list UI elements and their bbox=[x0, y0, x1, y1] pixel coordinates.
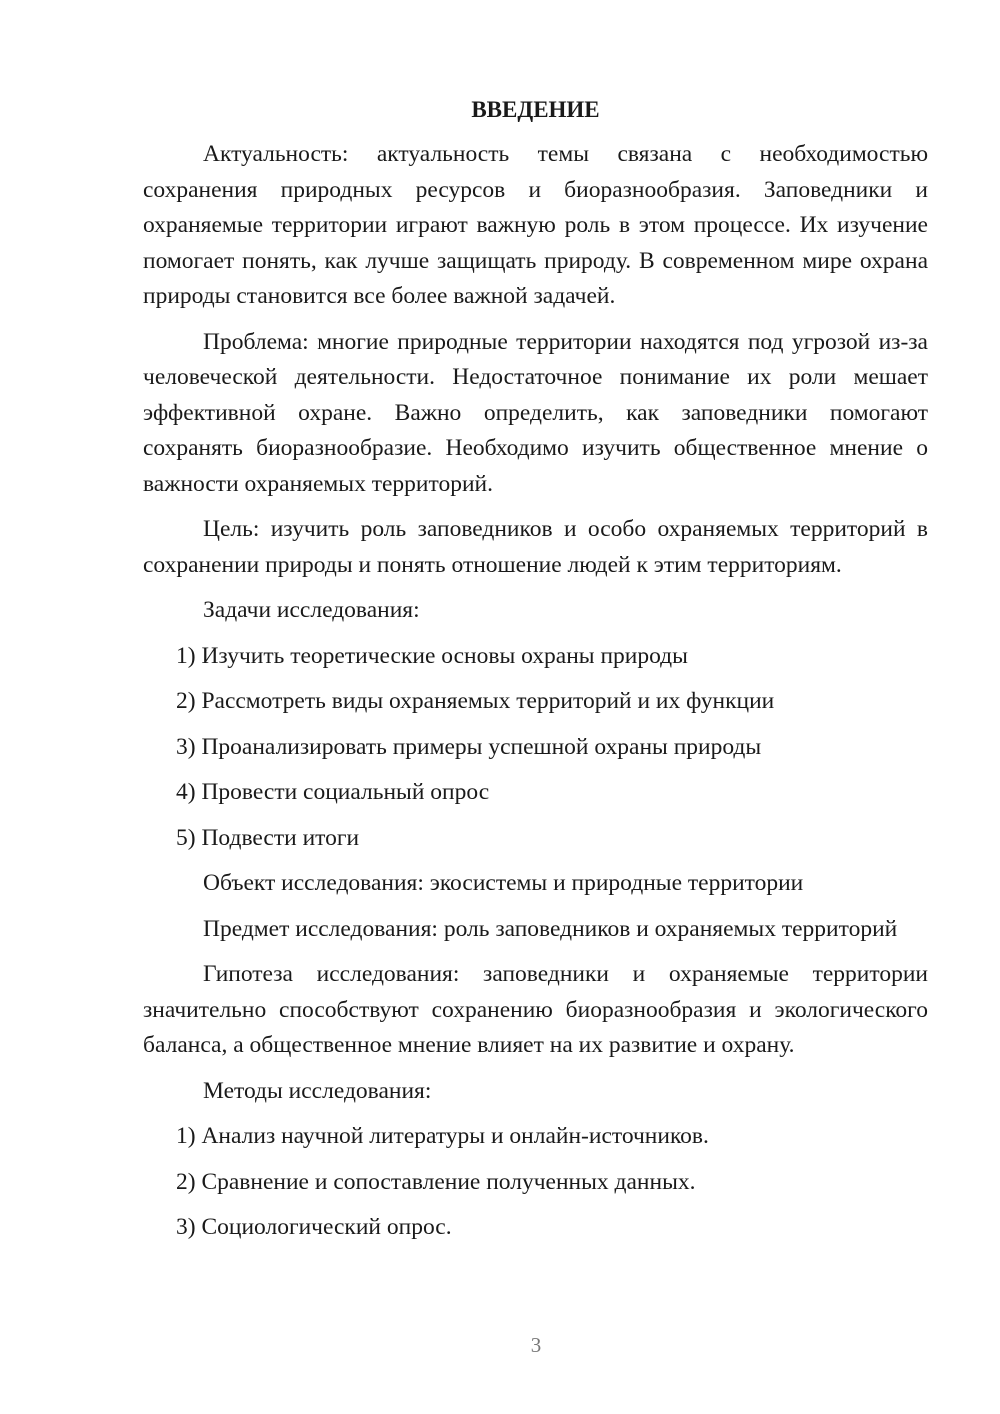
paragraph-hypothesis: Гипотеза исследования: заповедники и охраняемые территории значительно способствуют сохранению биоразнообразия и экологического баланса, а общественное мнение влияет на их развитие и охрану. bbox=[143, 961, 928, 1058]
tasks-heading: Задачи исследования: bbox=[203, 597, 420, 623]
method-item-1: 1) Анализ научной литературы и онлайн-источников. bbox=[176, 1123, 709, 1149]
section-title: ВВЕДЕНИЕ bbox=[471, 97, 600, 122]
task-item-1: 1) Изучить теоретические основы охраны природы bbox=[176, 642, 688, 669]
paragraph-problem: Проблема: многие природные территории находятся под угрозой из-за человеческой деятельности. Недостаточное понимание их роли мешает эффективной охране. Важно определить, как заповедники помогают сохранять биоразнообразие. Необходимо изучить общественное мнение о важности охраняемых территорий. bbox=[143, 328, 928, 497]
task-item-5: 5) Подвести итоги bbox=[176, 824, 360, 851]
page-content bbox=[143, 92, 928, 1256]
task-item-2: 2) Рассмотреть виды охраняемых территорий и их функции bbox=[176, 688, 775, 714]
methods-heading: Методы исследования: bbox=[203, 1077, 432, 1104]
tasks-list bbox=[143, 639, 928, 857]
paragraph-goal: Цель: изучить роль заповедников и особо охраняемых территорий в сохранении природы и понять отношение людей к этим территориям. bbox=[143, 516, 928, 578]
paragraph-relevance: Актуальность: актуальность темы связана с необходимостью сохранения природных ресурсов и биоразнообразия. Заповедники и охраняемые территории играют важную роль в этом процессе. Их изучение помогает понять, как лучше защищать природу. В современном мире охрана природы становится все более важной задачей. bbox=[143, 141, 928, 309]
paragraph-subject: Предмет исследования: роль заповедников и охраняемых территорий bbox=[203, 915, 898, 942]
method-item-3: 3) Социологический опрос. bbox=[176, 1214, 452, 1240]
task-item-4: 4) Провести социальный опрос bbox=[176, 779, 490, 805]
paragraph-object: Объект исследования: экосистемы и природные территории bbox=[203, 870, 804, 896]
methods-list bbox=[143, 1119, 928, 1246]
task-item-3: 3) Проанализировать примеры успешной охраны природы bbox=[176, 733, 762, 760]
method-item-2: 2) Сравнение и сопоставление полученных данных. bbox=[176, 1168, 696, 1195]
page-number: 3 bbox=[530, 1333, 542, 1357]
